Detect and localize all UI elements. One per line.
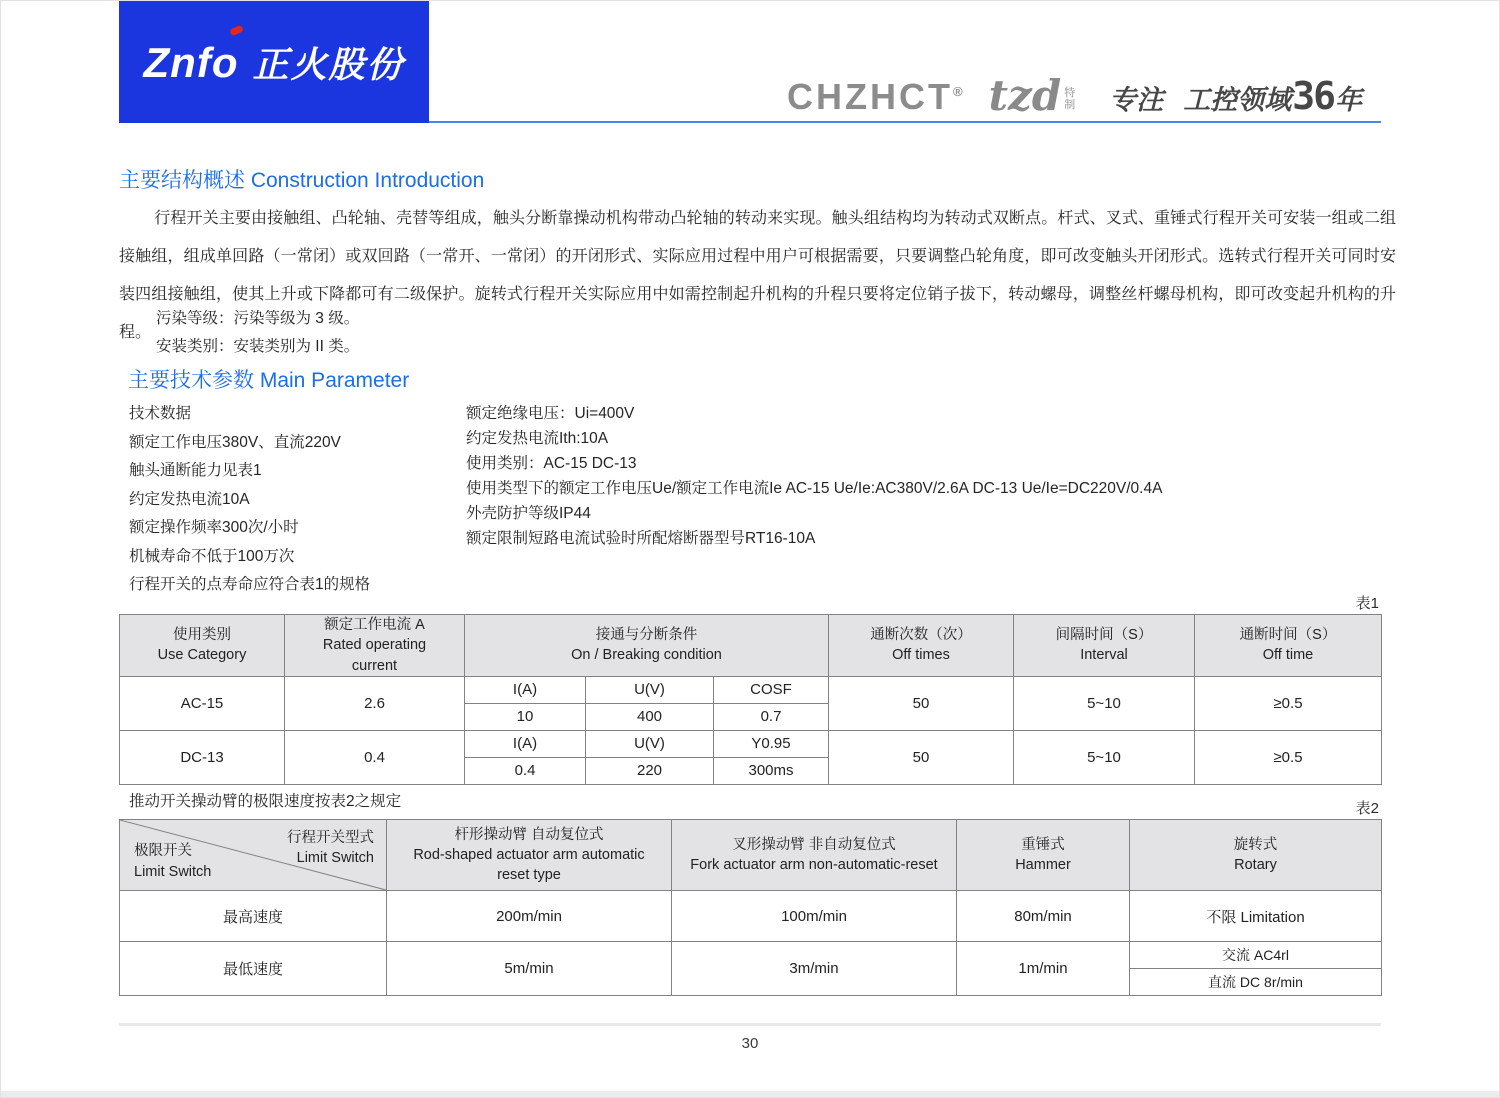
logo-chinese-text: 正火股份 — [252, 43, 405, 85]
col-label-cn: 间隔时间（S） — [1055, 627, 1153, 644]
corner-bottom-label — [134, 841, 211, 882]
table1-breaking-conditions — [119, 614, 1382, 785]
section-title-construction: 主要结构概述 Construction Introduction — [119, 169, 485, 192]
col-label-cn: 重锤式 — [1021, 836, 1065, 853]
col-label-cn: 接通与分断条件 — [595, 627, 698, 644]
col-label-en: Interval — [1080, 647, 1128, 664]
sub-brand-tag-2: 制 — [1064, 99, 1076, 112]
cell-off-time: ≥0.5 — [1195, 730, 1382, 784]
logo-flame-icon — [229, 24, 244, 36]
cell-sub-value: 400 — [586, 703, 714, 730]
table1-col-off-times — [829, 615, 1014, 677]
col-label-cn: 通断次数（次） — [870, 627, 972, 644]
logo-latin-text: Znfo — [143, 38, 239, 86]
sub-brand-text: tzd — [988, 71, 1062, 121]
cell-speed: 100m/min — [672, 891, 957, 942]
spec-line: 机械寿命不低于100万次 — [129, 547, 295, 565]
col-label-cn: 叉形操动臂 非自动复位式 — [732, 836, 896, 853]
cell-off-time: ≥0.5 — [1195, 676, 1382, 730]
pollution-degree-note: 污染等级：污染等级为 3 级。 — [156, 310, 360, 327]
spec-line: 行程开关的点寿命应符合表1的规格 — [129, 576, 371, 593]
col-label-en: Off time — [1262, 647, 1314, 664]
col-label-en: Rated operating current — [322, 637, 427, 674]
table2-corner-cell — [120, 820, 387, 891]
cell-sub-value: 0.7 — [714, 703, 829, 730]
registered-mark-icon: ® — [952, 84, 963, 99]
footer-divider — [119, 1023, 1381, 1026]
cell-rotary-ac: 交流 AC4rl — [1130, 942, 1382, 969]
company-slogan — [1109, 74, 1362, 118]
cell-sub-header: I(A) — [465, 676, 586, 703]
cell-category: DC-13 — [120, 730, 285, 784]
col-label-cn: 行程开关型式 — [287, 830, 374, 846]
col-label-en: Rod-shaped actuator arm automatic reset type — [413, 846, 645, 884]
spec-line: 约定发热电流Ith:10A — [466, 430, 609, 447]
table-row — [120, 891, 1382, 942]
slogan-left: 专注 — [1109, 85, 1164, 116]
cell-sub-header: I(A) — [465, 730, 586, 757]
table1-col-off-time — [1195, 615, 1382, 677]
section-title-parameters: 主要技术参数 Main Parameter — [128, 369, 410, 392]
spec-line: 外壳防护等级IP44 — [466, 505, 591, 522]
cell-speed: 3m/min — [672, 942, 957, 996]
cell-speed: 5m/min — [387, 942, 672, 996]
spec-line: 约定发热电流10A — [129, 490, 250, 508]
cell-sub-header: COSF — [714, 676, 829, 703]
header-brands — [787, 59, 1391, 121]
table2-intro-text: 推动开关操动臂的极限速度按表2之规定 — [129, 793, 402, 810]
table2-col-hammer — [957, 820, 1130, 891]
sub-brand-tag-1: 特 — [1064, 86, 1076, 99]
col-label-cn: 额定工作电流 A — [324, 617, 425, 633]
spec-line: 使用类型下的额定工作电压Ue/额定工作电流Ie AC-15 Ue/Ie:AC380V/2.6A DC-13 Ue/Ie=DC220V/0.4A — [466, 480, 1163, 497]
company-logo — [119, 1, 429, 123]
slogan-right: 年 — [1334, 85, 1362, 116]
table1-col-breaking-condition — [465, 615, 829, 677]
table2-label: 表2 — [1355, 800, 1379, 817]
col-label-en: Limit Switch — [296, 850, 374, 867]
logo-text — [144, 37, 405, 88]
table-row — [120, 676, 1382, 703]
cell-sub-header: U(V) — [586, 730, 714, 757]
table1-col-use-category — [120, 615, 285, 677]
col-label-en: Fork actuator arm non-automatic-reset — [690, 857, 938, 873]
col-label-en: Limit Switch — [134, 863, 212, 880]
cell-sub-value: 300ms — [714, 757, 829, 784]
spec-line: 使用类别：AC-15 DC-13 — [466, 455, 637, 472]
col-label-cn: 杆形操动臂 自动复位式 — [454, 826, 604, 843]
spec-line: 额定操作频率300次/小时 — [129, 519, 299, 536]
cell-rotary-limit: 不限 Limitation — [1130, 891, 1382, 942]
col-label-cn: 旋转式 — [1233, 836, 1278, 853]
cell-sub-value: 10 — [465, 703, 586, 730]
brand-wordmark — [787, 76, 963, 117]
cell-category: AC-15 — [120, 676, 285, 730]
cell-speed: 1m/min — [957, 942, 1130, 996]
cell-sub-header: U(V) — [586, 676, 714, 703]
brand-text: CHZHCT — [787, 76, 953, 117]
cell-speed: 200m/min — [387, 891, 672, 942]
construction-paragraph: 行程开关主要由接触组、凸轮轴、壳替等组成，触头分断靠操动机构带动凸轮轴的转动来实现。触头组结构均为转动式双断点。杆式、叉式、重锤式行程开关可安装一组或二组接触组，组成单回路（一常闭）或双回路（一常开、一常闭）的开闭形式、实际应用过程中用户可根据需要，只要调整凸轮角度，即可改变触头开闭形式。选转式行程开关可同时安装四组接触组，使其上升或下降都可有二级保护。旋转式行程开关实际应用中如需控制起升机构的升程只要将定位销子拔下，转动螺母，调整丝杆螺母机构，即可改变起升机构的升程。 — [119, 210, 1396, 341]
table1-label: 表1 — [1355, 595, 1379, 612]
table2-col-fork-arm — [672, 820, 957, 891]
cell-row-label: 最低速度 — [120, 942, 387, 996]
cell-interval: 5~10 — [1014, 676, 1195, 730]
col-label-cn: 通断时间（S） — [1239, 627, 1337, 644]
table1-col-rated-current — [285, 615, 465, 677]
spec-line: 触头通断能力见表1 — [129, 462, 262, 479]
table2-limit-speeds — [119, 819, 1382, 996]
spec-line: 技术数据 — [129, 405, 192, 422]
corner-top-label — [287, 828, 374, 869]
slogan-mid: 工控领域 — [1183, 85, 1292, 116]
table-row — [120, 942, 1382, 969]
cell-speed: 80m/min — [957, 891, 1130, 942]
spec-line: 额定限制短路电流试验时所配熔断器型号RT16-10A — [466, 530, 816, 547]
spec-list-right — [466, 401, 1401, 551]
cell-off-times: 50 — [829, 730, 1014, 784]
col-label-en: Rotary — [1234, 857, 1277, 873]
cell-rotary-dc: 直流 DC 8r/min — [1130, 969, 1382, 996]
spec-line: 额定工作电压380V、直流220V — [129, 433, 341, 451]
table1-col-interval — [1014, 615, 1195, 677]
table-row — [120, 730, 1382, 757]
spec-line: 额定绝缘电压：Ui=400V — [466, 405, 635, 422]
cell-sub-header: Y0.95 — [714, 730, 829, 757]
col-label-en: Hammer — [1015, 857, 1071, 873]
col-label-en: Off times — [892, 647, 950, 664]
page-bottom-edge — [1, 1091, 1499, 1097]
col-label-cn: 极限开关 — [134, 843, 192, 860]
table2-col-rotary — [1130, 820, 1382, 891]
cell-interval: 5~10 — [1014, 730, 1195, 784]
cell-current: 0.4 — [285, 730, 465, 784]
col-label-en: Use Category — [157, 647, 247, 664]
installation-category-note: 安装类别：安装类别为 II 类。 — [156, 338, 360, 355]
col-label-en: On / Breaking condition — [571, 647, 722, 664]
cell-current: 2.6 — [285, 676, 465, 730]
spec-list-left — [129, 400, 370, 600]
page-number: 30 — [741, 1035, 759, 1052]
slogan-years-number: 36 — [1292, 74, 1334, 118]
table2-col-rod-arm — [387, 820, 672, 891]
header-divider — [429, 121, 1381, 123]
sub-brand-tags — [1064, 87, 1075, 112]
col-label-cn: 使用类别 — [173, 627, 231, 644]
cell-sub-value: 0.4 — [465, 757, 586, 784]
cell-sub-value: 220 — [586, 757, 714, 784]
cell-row-label: 最高速度 — [120, 891, 387, 942]
cell-off-times: 50 — [829, 676, 1014, 730]
sub-brand — [988, 71, 1076, 121]
